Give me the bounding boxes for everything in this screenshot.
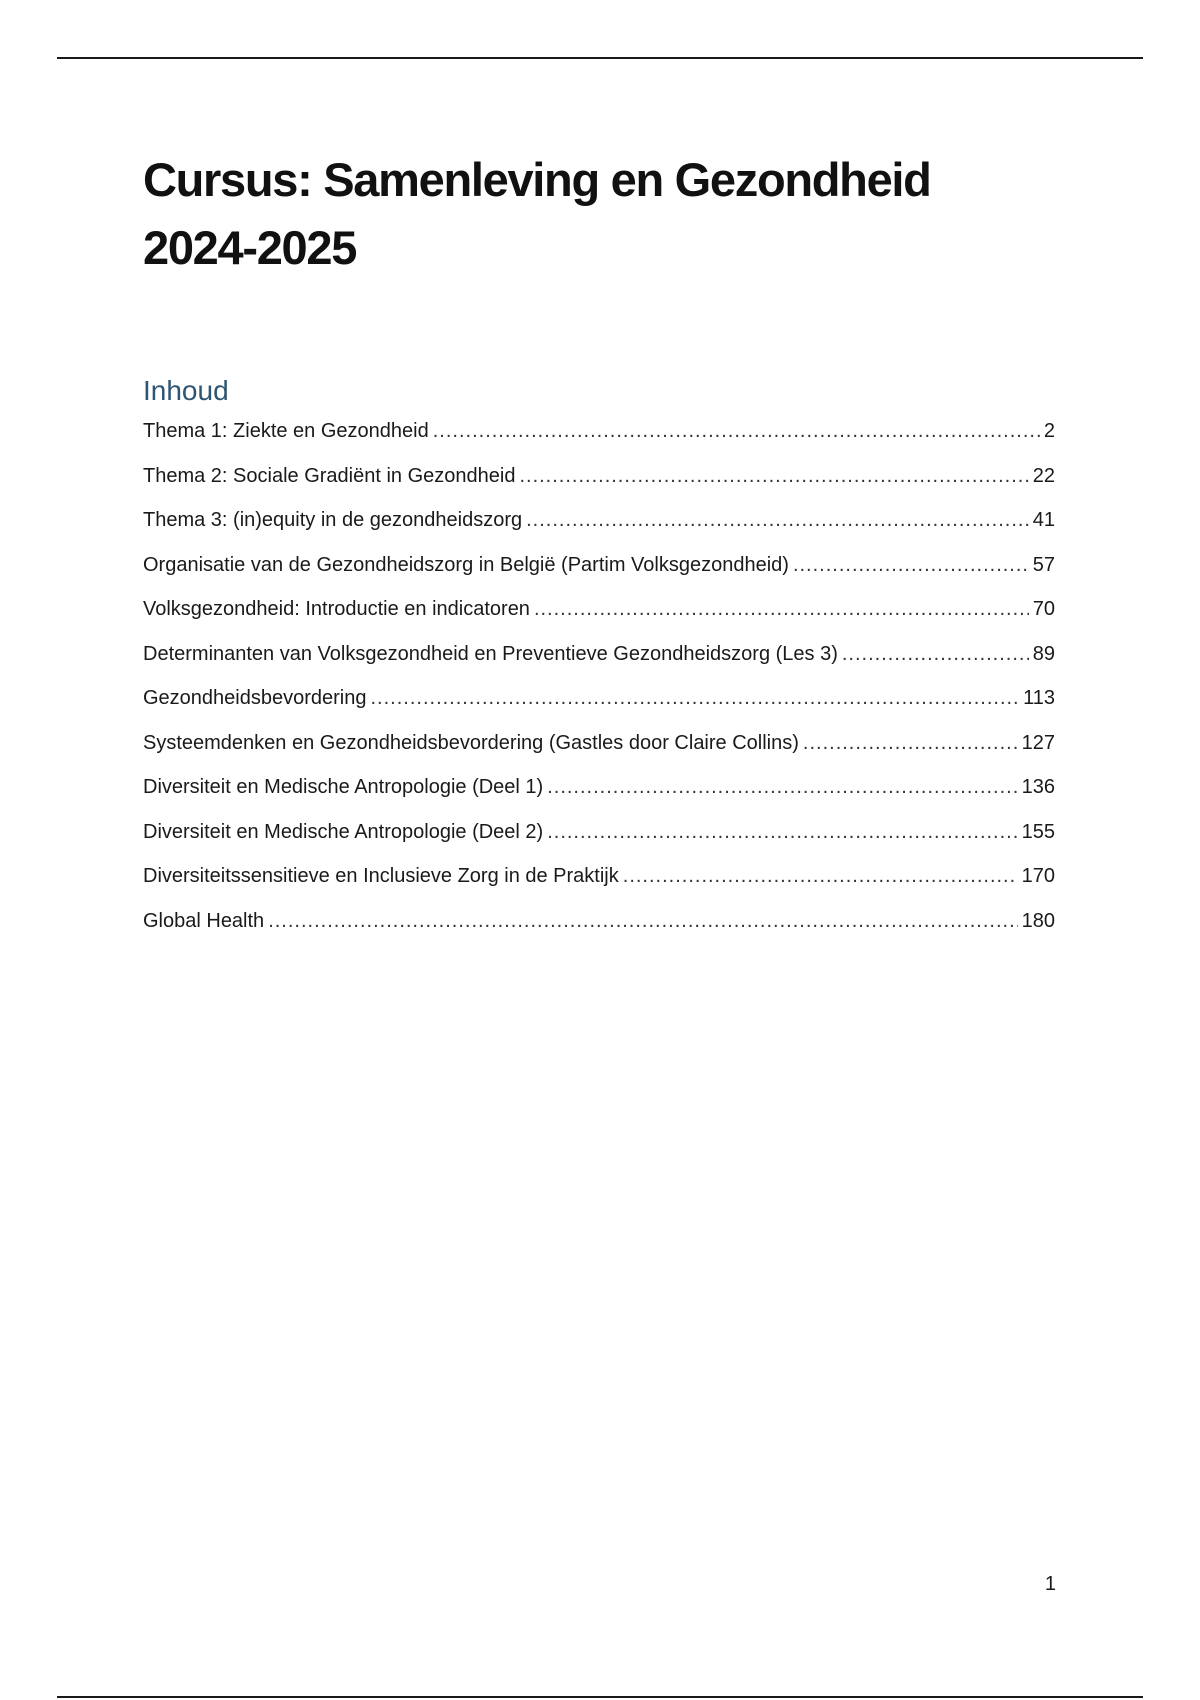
toc-entry-label: Gezondheidsbevordering bbox=[143, 687, 367, 709]
toc-entry-label: Global Health bbox=[143, 909, 265, 932]
toc-entry-7[interactable] bbox=[143, 681, 1055, 726]
toc-dot-leader bbox=[371, 681, 1020, 715]
toc-entry-9[interactable] bbox=[143, 770, 1055, 815]
toc-heading: Inhoud bbox=[143, 375, 229, 406]
toc-entry-10[interactable] bbox=[143, 815, 1055, 860]
toc-dot-leader bbox=[623, 859, 1018, 893]
toc-dot-leader bbox=[526, 503, 1029, 537]
toc-entry-page: 127 bbox=[1021, 731, 1055, 754]
header-rule bbox=[57, 57, 1143, 59]
page-number: 1 bbox=[1044, 1573, 1056, 1595]
toc-dot-leader bbox=[547, 815, 1017, 849]
title-line-2: 2024-2025 bbox=[143, 221, 357, 274]
toc-entry-11[interactable] bbox=[143, 859, 1055, 904]
footer-rule bbox=[57, 1696, 1143, 1698]
toc-entry-page: 41 bbox=[1032, 509, 1055, 531]
toc-entry-label: Thema 1: Ziekte en Gezondheid bbox=[143, 420, 429, 442]
toc-entry-label: Systeemdenken en Gezondheidsbevordering (Gastles door Claire Collins) bbox=[143, 731, 799, 754]
toc-entry-12[interactable] bbox=[143, 904, 1055, 949]
toc-entry-1[interactable] bbox=[143, 414, 1055, 459]
toc-entry-label: Diversiteit en Medische Antropologie (Deel 2) bbox=[143, 820, 544, 843]
toc-entry-page: 136 bbox=[1021, 776, 1055, 798]
document-title bbox=[143, 146, 1103, 282]
toc-entry-page: 89 bbox=[1032, 642, 1055, 665]
toc-dot-leader bbox=[793, 548, 1029, 582]
toc-entry-page: 180 bbox=[1021, 909, 1055, 932]
toc-dot-leader bbox=[268, 904, 1017, 938]
toc-entry-page: 155 bbox=[1021, 820, 1055, 843]
toc-entry-label: Diversiteit en Medische Antropologie (Deel 1) bbox=[143, 776, 544, 798]
toc-entry-2[interactable] bbox=[143, 459, 1055, 504]
toc-dot-leader bbox=[803, 726, 1018, 760]
toc-entry-page: 70 bbox=[1032, 598, 1055, 620]
toc-entry-6[interactable] bbox=[143, 637, 1055, 682]
toc-entry-page: 113 bbox=[1023, 687, 1055, 709]
toc-dot-leader bbox=[842, 637, 1029, 671]
toc-entry-5[interactable] bbox=[143, 592, 1055, 637]
toc-dot-leader bbox=[519, 459, 1028, 493]
toc-entry-label: Diversiteitssensitieve en Inclusieve Zorg in de Praktijk bbox=[143, 865, 619, 887]
toc-entry-label: Thema 3: (in)equity in de gezondheidszorg bbox=[143, 509, 523, 531]
title-line-1: Cursus: Samenleving en Gezondheid bbox=[143, 153, 931, 206]
toc-entry-page: 22 bbox=[1032, 464, 1055, 487]
toc-entry-label: Volksgezondheid: Introductie en indicatoren bbox=[143, 598, 530, 620]
toc-entry-label: Organisatie van de Gezondheidszorg in België (Partim Volksgezondheid) bbox=[143, 553, 789, 576]
toc-dot-leader bbox=[534, 592, 1029, 626]
toc-entry-4[interactable] bbox=[143, 548, 1055, 593]
toc-entry-label: Thema 2: Sociale Gradiënt in Gezondheid bbox=[143, 464, 516, 487]
toc-entry-page: 170 bbox=[1021, 865, 1055, 887]
toc-entry-8[interactable] bbox=[143, 726, 1055, 771]
toc-entry-label: Determinanten van Volksgezondheid en Preventieve Gezondheidszorg (Les 3) bbox=[143, 642, 838, 665]
toc-entry-page: 2 bbox=[1043, 420, 1055, 442]
toc-dot-leader bbox=[433, 414, 1040, 448]
toc-entry-3[interactable] bbox=[143, 503, 1055, 548]
toc-dot-leader bbox=[547, 770, 1017, 804]
table-of-contents bbox=[143, 414, 1055, 948]
toc-entry-page: 57 bbox=[1032, 553, 1055, 576]
